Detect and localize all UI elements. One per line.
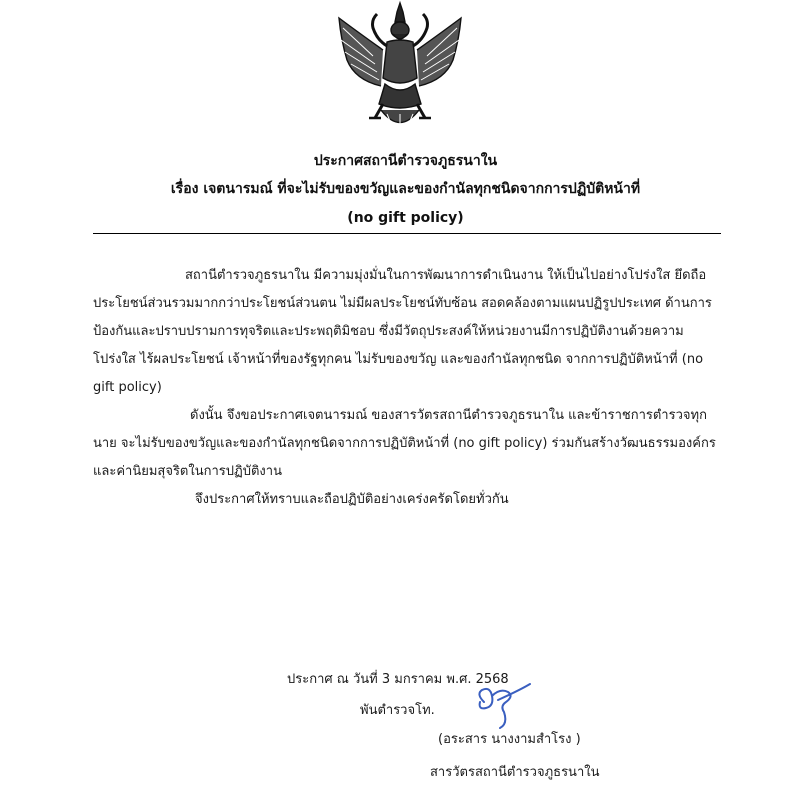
document-title: ประกาศสถานีตำรวจภูธรนาใน (313, 153, 498, 169)
body-paragraph-closing: จึงประกาศให้ทราบและถือปฏิบัติอย่างเคร่งครัดโดยทั่วกัน (195, 492, 509, 507)
garuda-emblem-icon (325, 0, 475, 135)
signatory-rank: พันตำรวจโท. (360, 703, 435, 718)
document-subtitle: (no gift policy) (347, 210, 464, 226)
announcement-date: ประกาศ ณ วันที่ 3 มกราคม พ.ศ. 2568 (287, 672, 509, 687)
body-paragraph-declaration: ดังนั้น จึงขอประกาศเจตนารมณ์ ของสารวัตรสถานีตำรวจภูธรนาใน และข้าราชการตำรวจทุกนาย จะไม่รับของขวัญและของกำนัลทุกชนิดจากการปฏิบัติหน้าที่ (no gift policy) ร่วมกันสร้างวัฒนธรรมองค์กรและค่านิยมสุจริตในการปฏิบัติงาน (93, 408, 716, 479)
signatory-position: สารวัตรสถานีตำรวจภูธรนาใน (430, 765, 600, 780)
body-paragraph-intent: สถานีตำรวจภูธรนาใน มีความมุ่งมั่นในการพัฒนาการดำเนินงาน ให้เป็นไปอย่างโปร่งใส ยึดถือประโยชน์ส่วนรวมมากกว่าประโยชน์ส่วนตน ไม่มีผลประโยชน์ทับซ้อน สอดคล้องตามแผนปฏิรูปประเทศ ด้านการป้องกันและปราบปรามการทุจริตและประพฤติมิชอบ ซึ่งมีวัตถุประสงค์ให้หน่วยงานมีการปฏิบัติงานด้วยความโปร่งใส ไร้ผลประโยชน์ เจ้าหน้าที่ของรัฐทุกคน ไม่รับของขวัญ และของกำนัลทุกชนิด จากการปฏิบัติหน้าที่ (no gift policy) (93, 268, 712, 395)
document-subject: เรื่อง เจตนารมณ์ ที่จะไม่รับของขวัญและของกำนัลทุกชนิดจากการปฏิบัติหน้าที่ (170, 181, 641, 197)
signatory-name: (อระสาร นางงามสำโรง ) (438, 732, 581, 747)
title-divider (93, 233, 721, 234)
handwritten-signature-icon (470, 680, 540, 730)
